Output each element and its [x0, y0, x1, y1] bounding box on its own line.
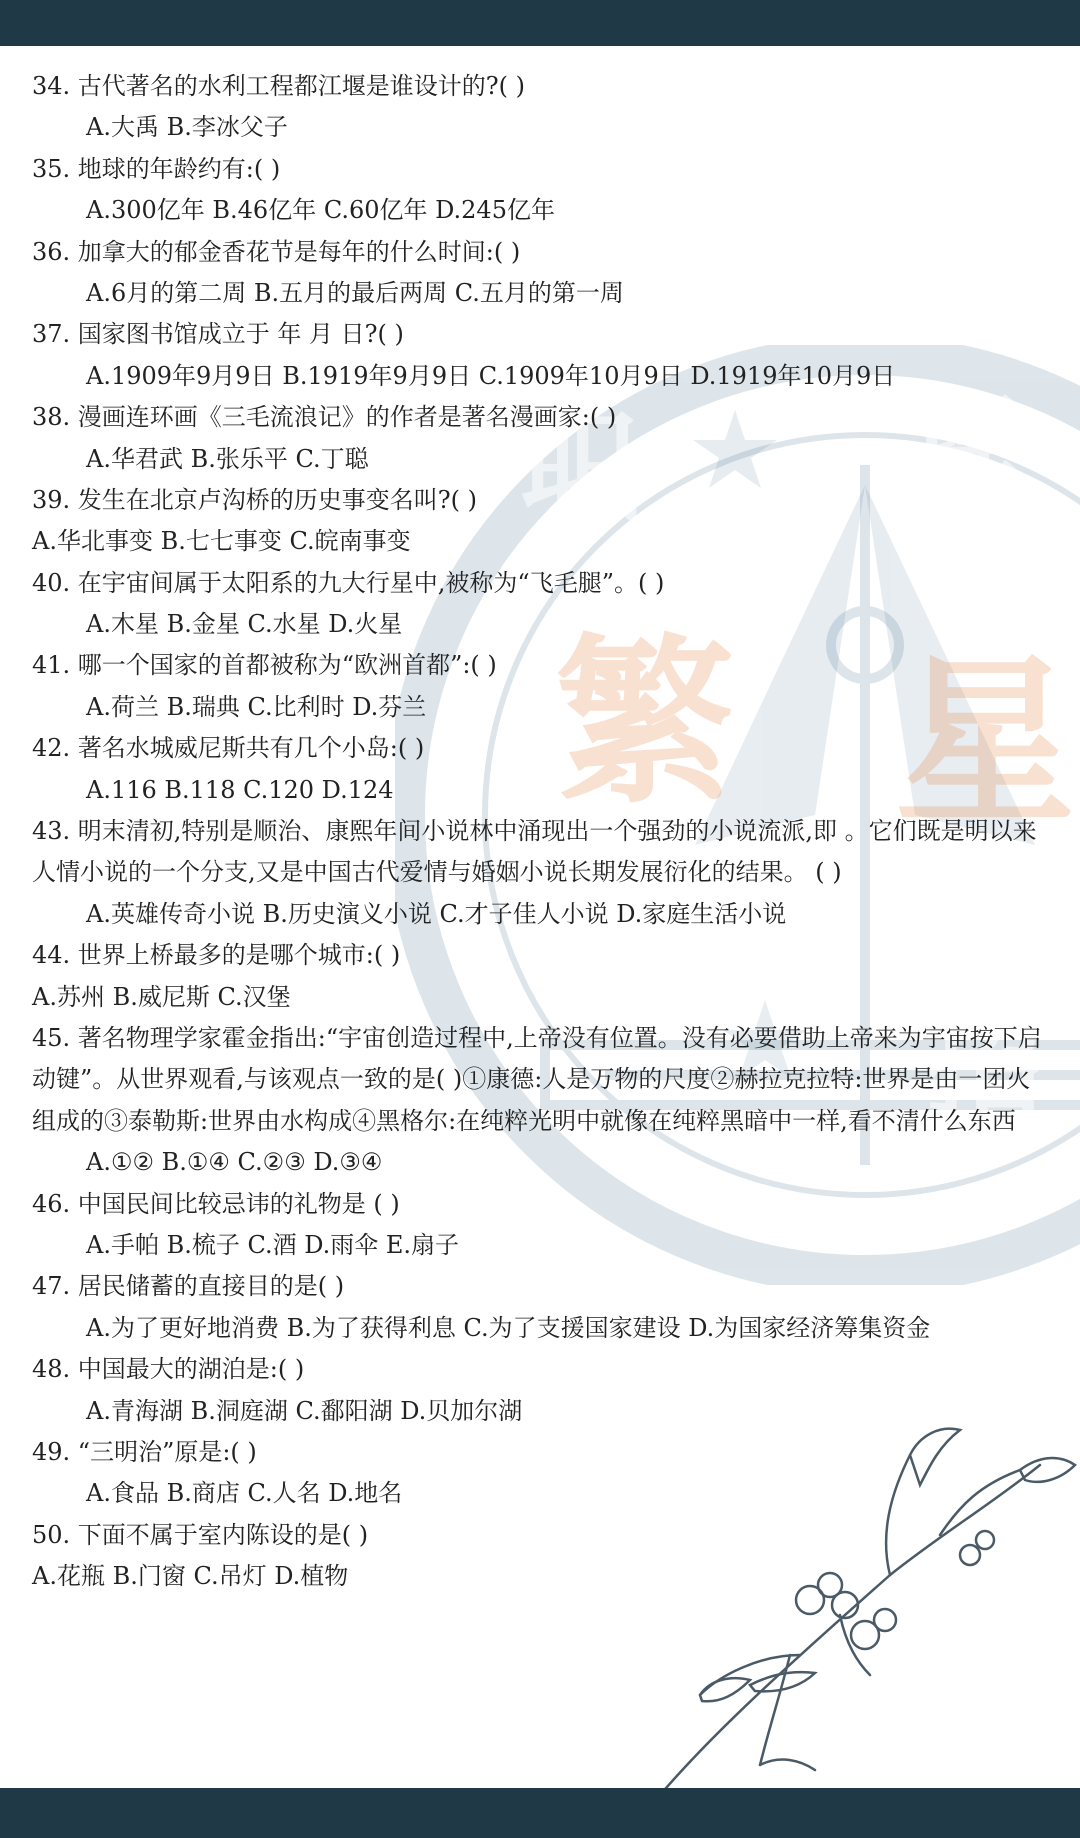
watermark-char-2: 繁: [555, 617, 736, 828]
question-list: [32, 66, 1052, 1598]
watermark-char-1: 提: [905, 383, 1025, 524]
question-text: 50. 下面不属于室内陈设的是( ): [32, 1520, 369, 1549]
question-text: 38. 漫画连环画《三毛流浪记》的作者是著名漫画家:( ): [32, 403, 617, 432]
watermark-char-3: 星: [895, 637, 1076, 848]
answer-options: A.英雄传奇小说 B.历史演义小说 C.才子佳人小说 D.家庭生活小说: [86, 899, 787, 928]
question-text: 34. 古代著名的水利工程都江堰是谁设计的?( ): [32, 72, 526, 100]
answer-options: A.手帕 B.梳子 C.酒 D.雨伞 E.扇子: [86, 1231, 460, 1260]
answer-options: A.华君武 B.张乐平 C.丁聪: [86, 444, 369, 473]
top-bar: [0, 0, 1080, 46]
answer-options: A.300亿年 B.46亿年 C.60亿年 D.245亿年: [86, 196, 555, 225]
answer-options: A.华北事变 B.七七事变 C.皖南事变: [32, 527, 411, 556]
watermark-char-4: 招: [925, 993, 1045, 1134]
answer-options: A.青海湖 B.洞庭湖 C.鄱阳湖 D.贝加尔湖: [86, 1396, 523, 1425]
question-text: 43. 明末清初,特别是顺治、康熙年间小说林中涌现出一个强劲的小说流派,即 。它们既是明以来人情小说的一个分支,又是中国古代爱情与婚姻小说长期发展衍化的结果。 ( ): [32, 817, 1037, 887]
answer-options: A.116 B.118 C.120 D.124: [86, 775, 394, 804]
question-text: 44. 世界上桥最多的是哪个城市:( ): [32, 941, 401, 970]
question-text: 35. 地球的年龄约有:( ): [32, 154, 281, 183]
watermark-char-0: 职: [520, 398, 640, 539]
question-text: 40. 在宇宙间属于太阳系的九大行星中,被称为“飞毛腿”。( ): [32, 568, 665, 597]
question-text: 47. 居民储蓄的直接目的是( ): [32, 1272, 345, 1301]
question-text: 49. “三明治”原是:( ): [32, 1437, 257, 1466]
answer-options: A.1909年9月9日 B.1919年9月9日 C.1909年10月9日 D.1919年10月9日: [86, 361, 896, 390]
answer-options: A.为了更好地消费 B.为了获得利息 C.为了支援国家建设 D.为国家经济筹集资金: [86, 1313, 931, 1342]
question-text: 39. 发生在北京卢沟桥的历史事变名叫?( ): [32, 485, 478, 514]
answer-options: A.木星 B.金星 C.水星 D.火星: [86, 610, 403, 639]
question-text: 45. 著名物理学家霍金指出:“宇宙创造过程中,上帝没有位置。没有必要借助上帝来为宇宙按下启动键”。从世界观看,与该观点一致的是( )①康德:人是万物的尺度②赫拉克拉特:世界是由一团火组成的③泰勒斯:世界由水构成④黑格尔:在纯粹光明中就像在纯粹黑暗中一样,看不清什么东西: [32, 1024, 1042, 1135]
answer-options: A.荷兰 B.瑞典 C.比利时 D.芬兰: [86, 692, 427, 721]
answer-options: A.苏州 B.威尼斯 C.汉堡: [32, 982, 291, 1011]
answer-options: A.花瓶 B.门窗 C.吊灯 D.植物: [32, 1562, 349, 1591]
question-text: 42. 著名水城威尼斯共有几个小岛:( ): [32, 734, 425, 763]
question-text: 41. 哪一个国家的首都被称为“欧洲首都”:( ): [32, 651, 497, 680]
answer-options: A.大禹 B.李冰父子: [86, 113, 288, 142]
question-text: 48. 中国最大的湖泊是:( ): [32, 1355, 305, 1384]
answer-options: A.食品 B.商店 C.人名 D.地名: [86, 1479, 403, 1508]
bottom-bar: [0, 1788, 1080, 1838]
question-text: 36. 加拿大的郁金香花节是每年的什么时间:( ): [32, 237, 521, 266]
answer-options: A.①② B.①④ C.②③ D.③④: [86, 1148, 383, 1177]
question-text: 46. 中国民间比较忌讳的礼物是 ( ): [32, 1189, 400, 1218]
question-text: 37. 国家图书馆成立于 年 月 日?( ): [32, 320, 404, 349]
answer-options: A.6月的第二周 B.五月的最后两周 C.五月的第一周: [86, 278, 624, 307]
